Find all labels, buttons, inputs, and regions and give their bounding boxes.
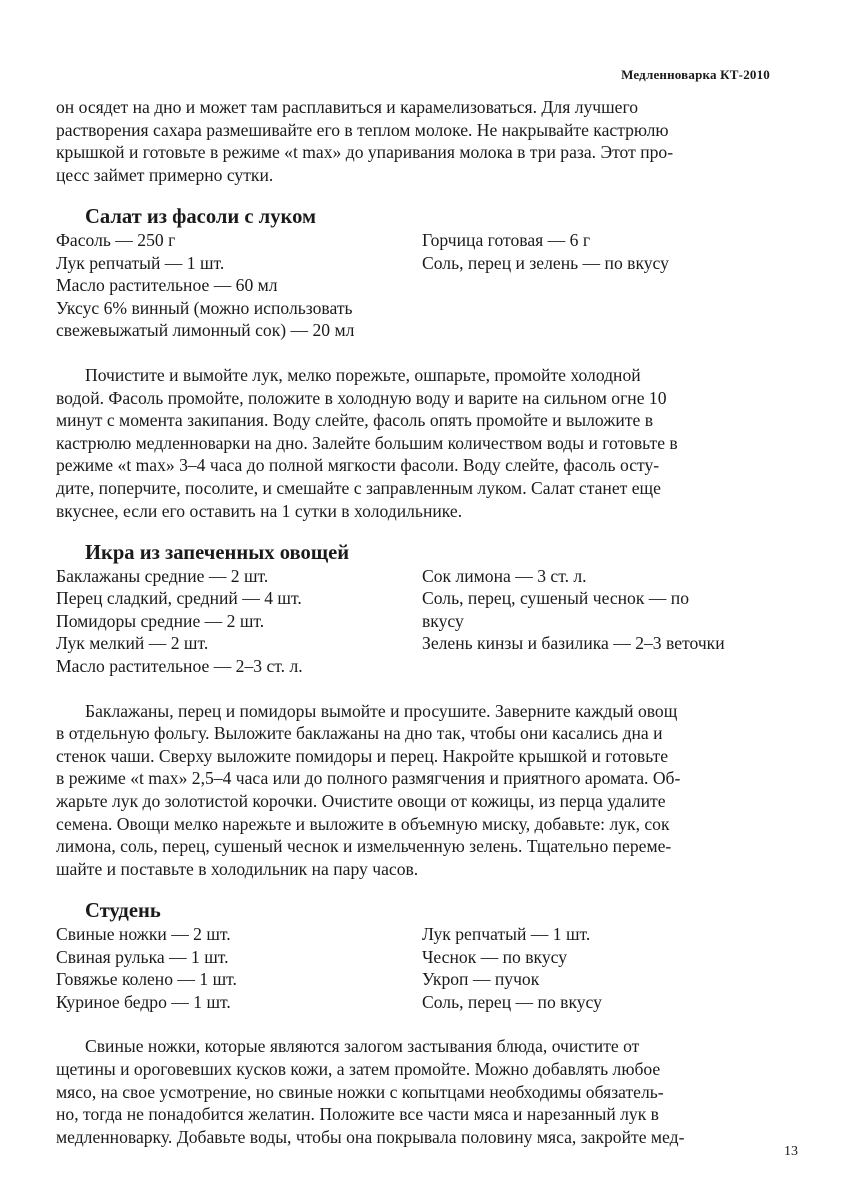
ingredients-right-column [422,565,772,678]
ingredient-item: Масло растительное — 60 мл [56,275,278,296]
ingredient-item: Лук репчатый — 1 шт. [56,252,225,273]
recipe-aspic [56,900,772,1148]
ingredients-list [56,923,772,1013]
ingredient-item: Говяжье колено — 1 шт. [56,969,237,990]
ingredients-right-column [422,229,772,342]
intro-paragraph: он осядет на дно и может там расплавиться и карамелизоваться. Для лучшего растворения сахара размешивайте его в теплом молоке. Не накрывайте кастрюлю крышкой и готовьте в режиме «t max» до упаривания молока в три раза. Этот про- цесс займет примерно сутки. [56,97,674,185]
recipe-title: Студень [85,900,161,923]
ingredients-right-column [422,923,772,1013]
ingredient-item: Лук мелкий — 2 шт. [56,633,209,654]
ingredient-item: Соль, перец и зелень — по вкусу [422,252,669,273]
ingredient-item: Соль, перец — по вкусу [422,991,602,1012]
ingredient-item: Помидоры средние — 2 шт. [56,610,265,631]
recipe-instructions: Свиные ножки, которые являются залогом застывания блюда, очистите от щетины и ороговевших кусков кожи, а затем промойте. Можно добавлять любое мясо, на свое усмотрение, но свиные ножки с копытцами необходимы обязатель- но, тогда не понадобится желатин. Положите все части мяса и нарезанный лук в медленноварку. Добавьте воды, чтобы она покрывала половину мяса, закройте мед- [56,1036,685,1147]
running-header: Медленноварка КТ-2010 [621,67,770,82]
recipe-bean-salad [56,206,772,522]
ingredients-left-column [56,923,422,1013]
ingredient-item: Фасоль — 250 г [56,229,176,250]
recipe-instructions: Почистите и вымойте лук, мелко порежьте, ошпарьте, промойте холодной водой. Фасоль промойте, положите в холодную воду и варите на сильном огне 10 минут с момента закипания. Воду слейте, фасоль опять промойте и выложите в кастрюлю медленноварки на дно. Залейте большим количеством воды и готовьте в режиме «t max» 3–4 часа до полной мягкости фасоли. Воду слейте, фасоль осту- дите, поперчите, посолите, и смешайте с заправленным луком. Салат станет еще вкуснее, если его оставить на 1 сутки в холодильнике. [56,364,678,521]
ingredient-item: Чеснок — по вкусу [422,946,568,967]
ingredient-item: Зелень кинзы и базилика — 2–3 веточки [422,633,725,654]
page-number: 13 [784,1144,798,1159]
ingredient-item: Соль, перец, сушеный чеснок — по вкусу [422,588,689,631]
ingredients-list [56,565,772,678]
page-content [56,96,772,1148]
ingredient-item: Сок лимона — 3 ст. л. [422,565,587,586]
ingredient-item: Лук репчатый — 1 шт. [422,924,591,944]
ingredients-list [56,229,772,342]
recipe-instructions: Баклажаны, перец и помидоры вымойте и просушите. Заверните каждый овощ в отдельную фольгу. Выложите баклажаны на дно так, чтобы они касались дна и стенок чаши. Сверху выложите помидоры и перец. Накройте крышкой и готовьте в режиме «t max» 2,5–4 часа или до полного размягчения и приятного аромата. Об- жарьте лук до золотистой корочки. Очистите овощи от кожицы, из перца удалите семена. Овощи мелко нарежьте и выложите в объемную миску, добавьте: лук, сок лимона, соль, перец, сушеный чеснок и измельченную зелень. Тщательно переме- шайте и поставьте в холодильник на пару часов. [56,700,681,879]
recipe-title: Салат из фасоли с луком [85,206,316,229]
ingredient-item: Перец сладкий, средний — 4 шт. [56,588,302,609]
ingredient-item: Свиная рулька — 1 шт. [56,946,229,967]
ingredients-left-column [56,229,422,342]
ingredient-item: Куриное бедро — 1 шт. [56,991,231,1012]
ingredients-left-column [56,565,422,678]
ingredient-item: Баклажаны средние — 2 шт. [56,565,269,586]
recipe-baked-vegetable-caviar [56,542,772,880]
ingredient-item: Свиные ножки — 2 шт. [56,924,231,944]
ingredient-item: Горчица готовая — 6 г [422,229,591,250]
recipe-title: Икра из запеченных овощей [85,542,350,565]
ingredient-item: Укроп — пучок [422,969,540,990]
ingredient-item: Масло растительное — 2–3 ст. л. [56,656,303,677]
ingredient-item: Уксус 6% винный (можно использовать свежевыжатый лимонный сок) — 20 мл [56,297,355,341]
